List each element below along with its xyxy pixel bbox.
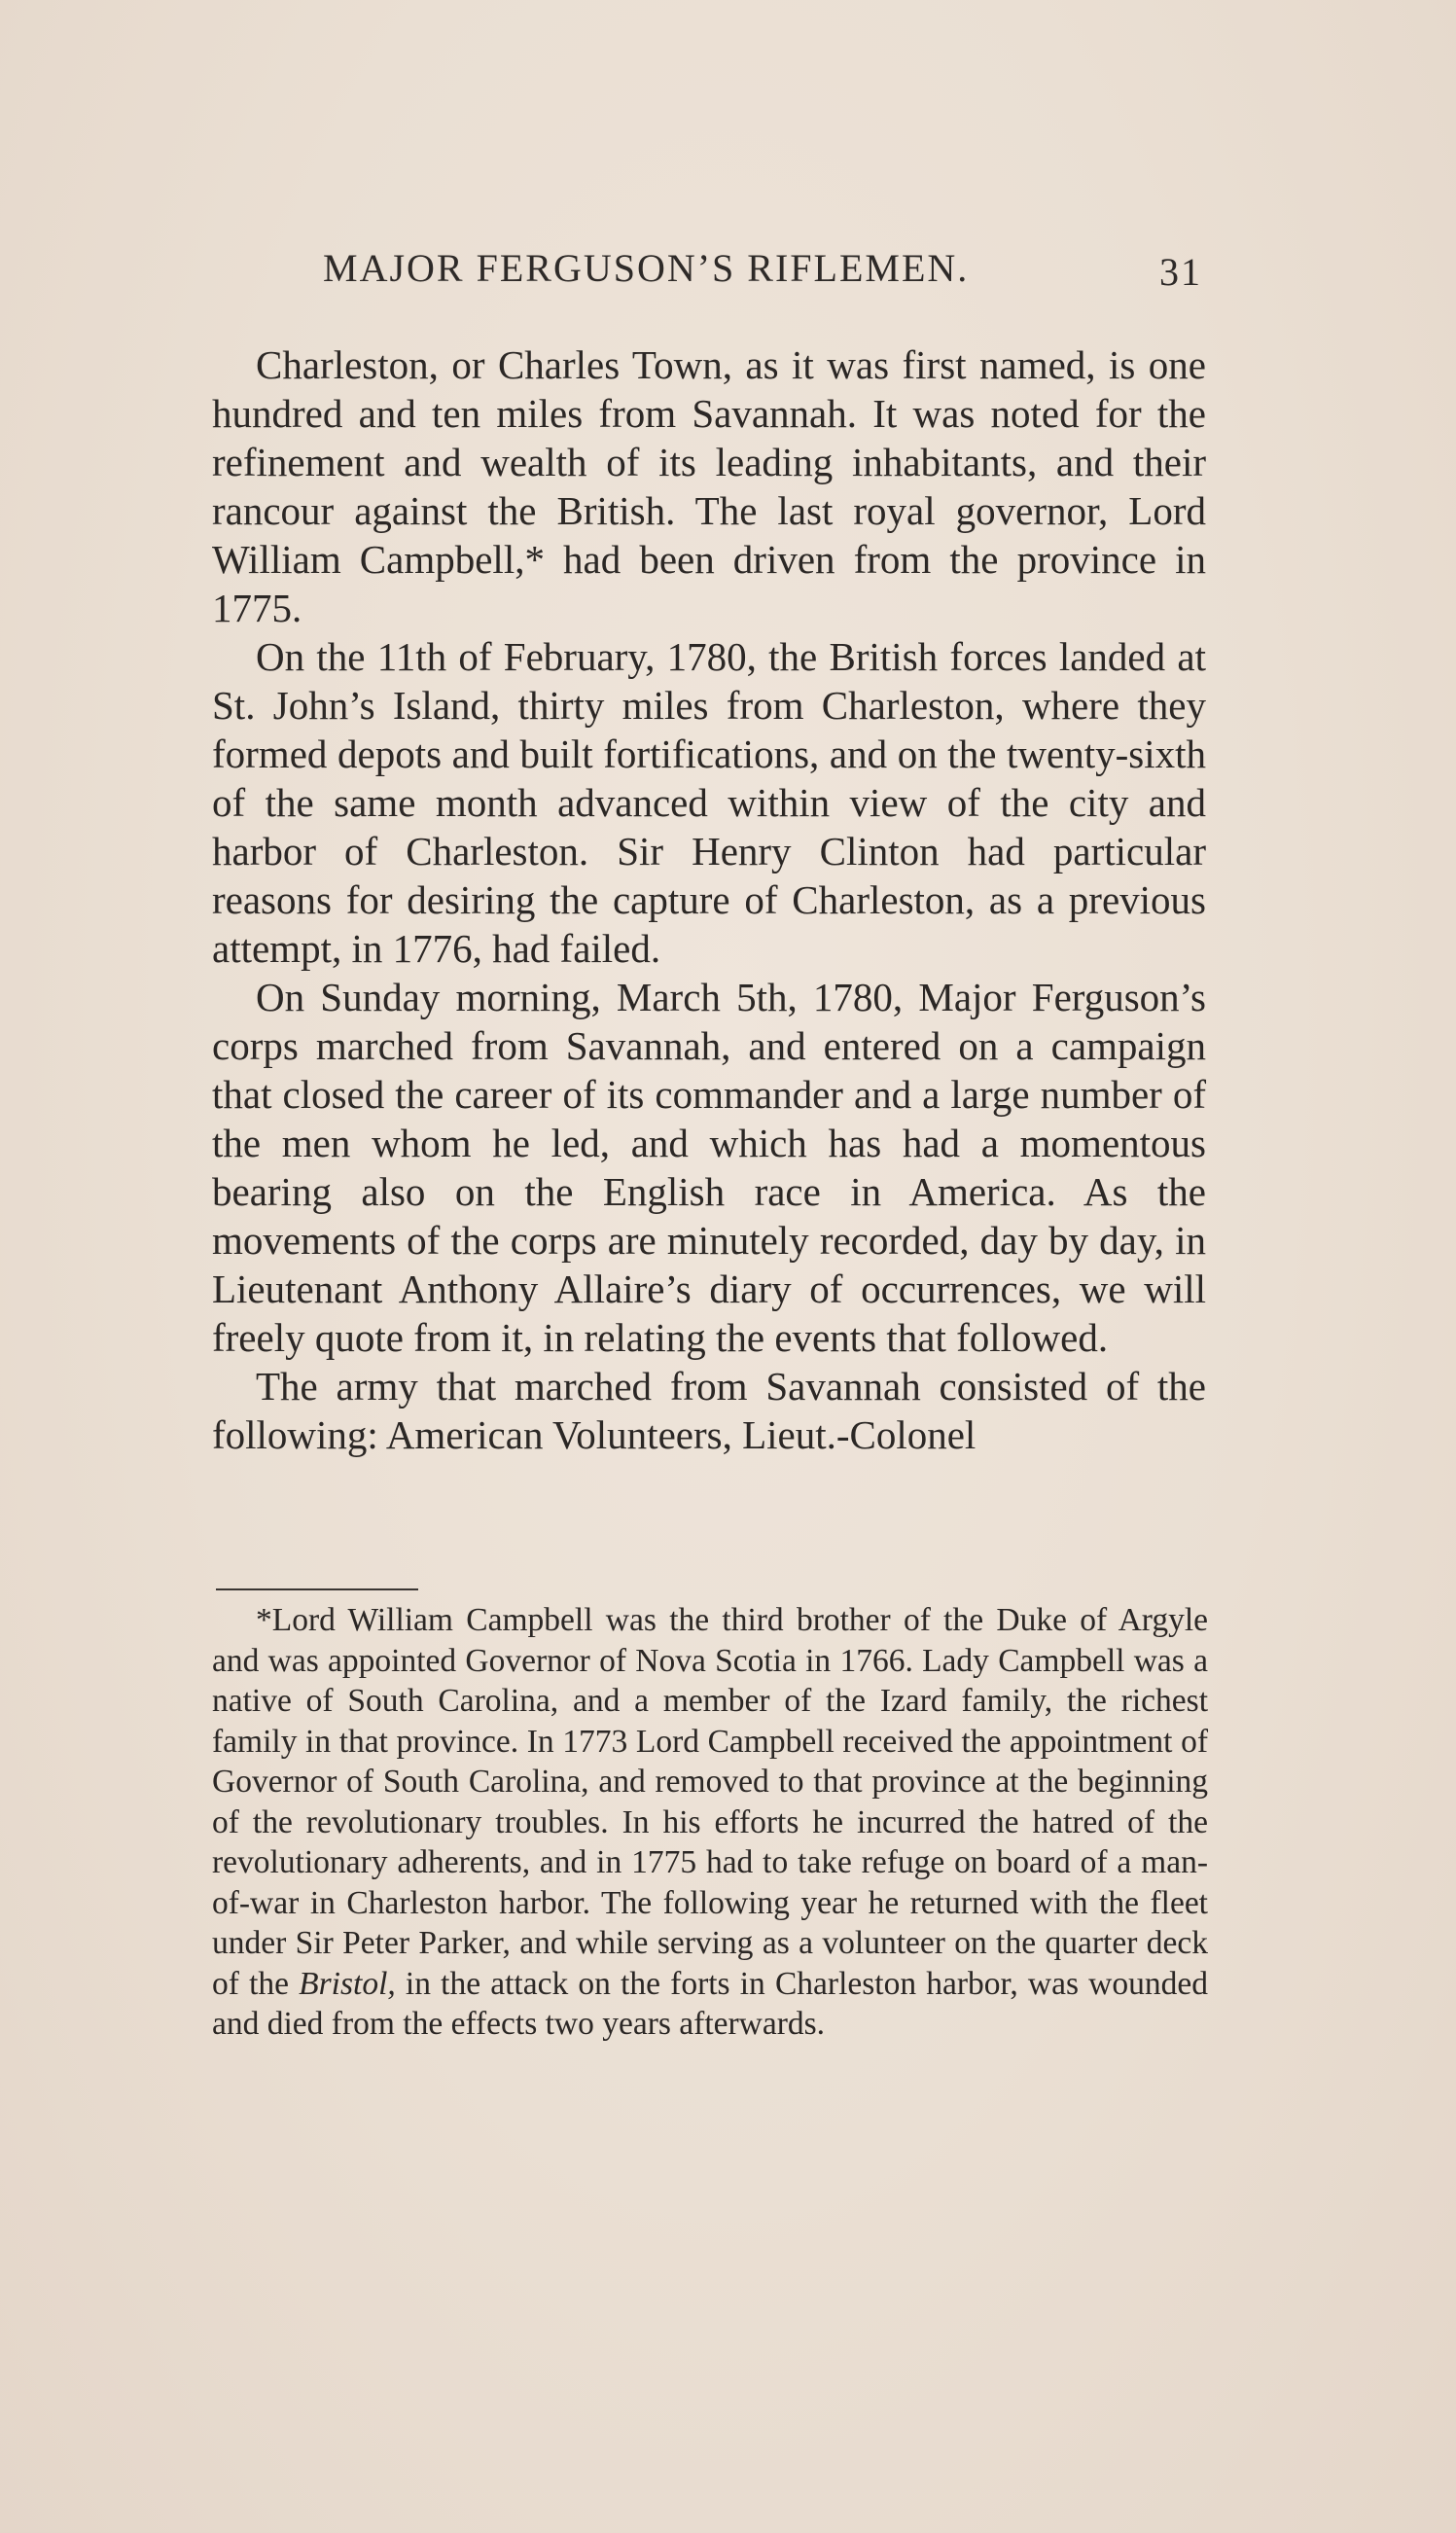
footnote: [212, 1600, 1208, 2045]
paragraph-ferguson-march: On Sunday morning, March 5th, 1780, Major Ferguson’s corps marched from Savannah, and entered on a campaign that closed the career of its commander and a large number of the men whom he led, and which has had a momentous bearing also on the English race in America. As the movements of the corps are minutely recorded, day by day, in Lieutenant Anthony Allaire’s diary of occurrences, we will freely quote from it, in relating the events that followed.: [212, 975, 1206, 1360]
body-text: [212, 340, 1206, 1459]
footnote-paragraph: [212, 1600, 1208, 2045]
paragraph-british-landing: On the 11th of February, 1780, the British forces landed at St. John’s Island, thirty miles from Charleston, where they formed depots and built fortifications, and on the twenty-sixth of the same month advanced within view of the city and harbor of Charleston. Sir Henry Clinton had particular reasons for desiring the capture of Charleston, as a previous attempt, in 1776, had failed.: [212, 634, 1206, 971]
footnote-text-end: in the attack on the forts in Charleston harbor, was wounded and died from the effects two years afterwards.: [212, 1965, 1208, 2042]
running-head: MAJOR FERGUSON’S RIFLEMEN.: [323, 246, 970, 290]
page-number: 31: [1159, 250, 1202, 294]
paragraph-army-composition: The army that marched from Savannah consisted of the following: American Volunteers, Lieut.-Colonel: [212, 1364, 1206, 1457]
ship-name: Bristol,: [299, 1965, 396, 2002]
paragraph-charleston: Charleston, or Charles Town, as it was first named, is one hundred and ten miles from Savannah. It was noted for the refinement and wealth of its leading inhabitants, and their rancour against the British. The last royal governor, Lord William Campbell,* had been driven from the province in 1775.: [212, 342, 1206, 630]
footnote-rule: [216, 1588, 418, 1590]
footnote-text-start: *Lord William Campbell was the third brother of the Duke of Argyle and was appointed Governor of Nova Scotia in 1766. Lady Campbell was a native of South Carolina, and a member of the Izard family, the richest family in that province. In 1773 Lord Campbell received the appointment of Governor of South Carolina, and removed to that province at the beginning of the revolutionary troubles. In his efforts he incurred the hatred of the revolutionary adherents, and in 1775 had to take refuge on board of a man-of-war in Charleston harbor. The following year he returned with the fleet under Sir Peter Parker, and while serving as a volunteer on the quarter deck of the: [212, 1602, 1208, 2002]
